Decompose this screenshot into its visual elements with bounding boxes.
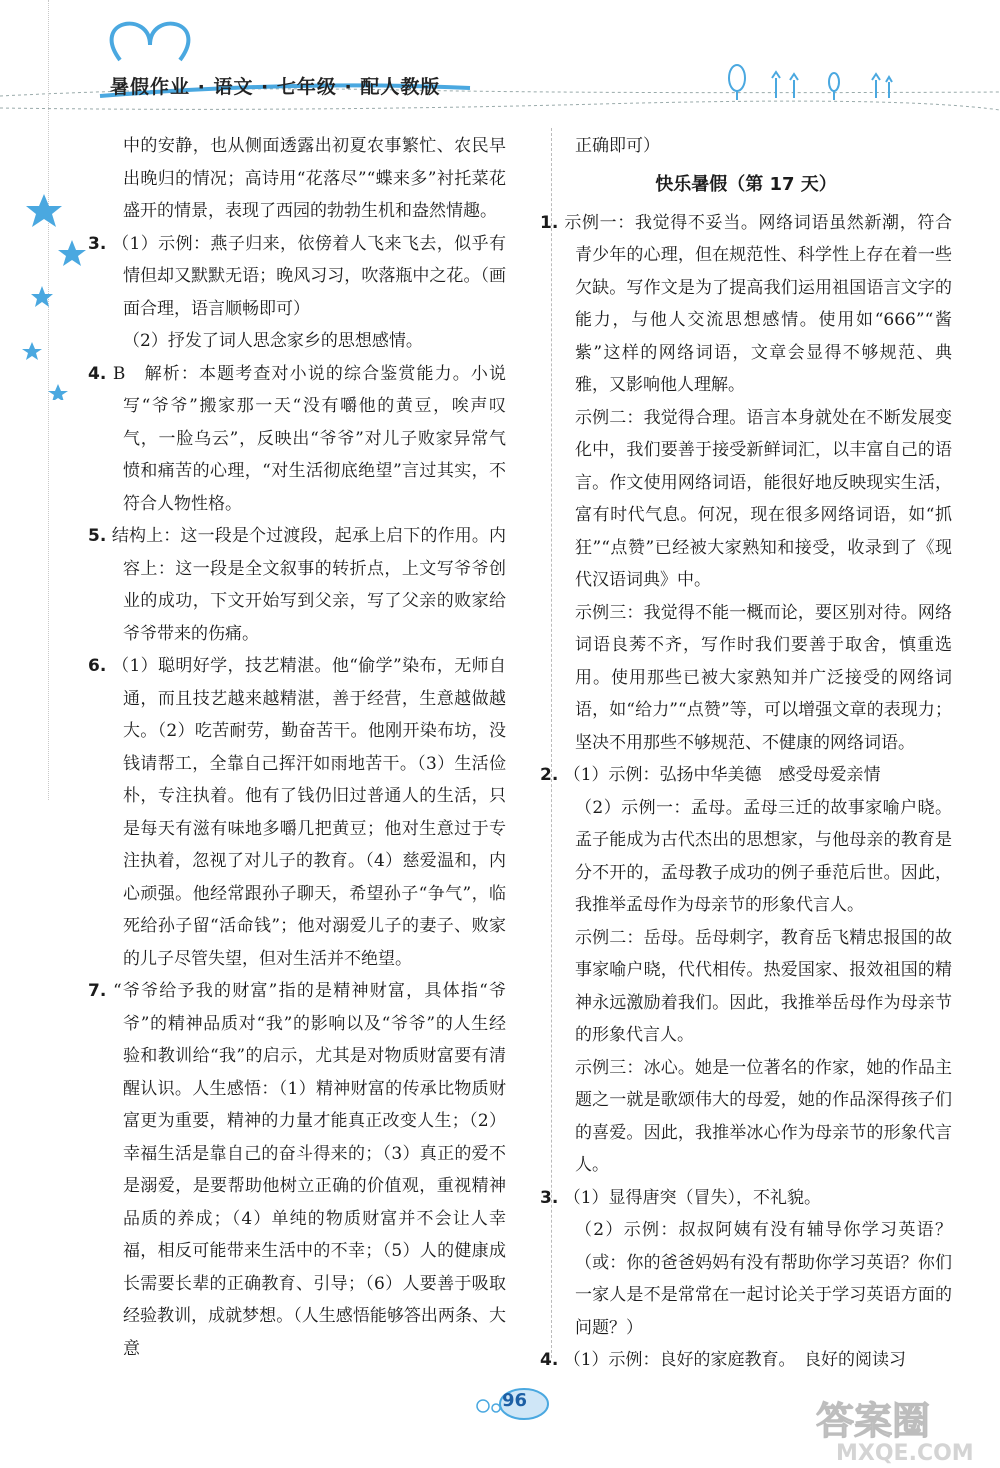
page-number-text: 96 xyxy=(502,1390,528,1411)
item-number: 1. xyxy=(540,212,559,233)
item-number: 2. xyxy=(540,765,559,785)
item-text: 示例三：冰心。她是一位著名的作家，她的作品主题之一就是歌颂伟大的母爱，她的作品深得孩子们的喜爱。因此，我推举冰心作为母亲节的形象代言人。 xyxy=(575,1057,952,1175)
star-decoration xyxy=(14,170,94,400)
page-number xyxy=(474,1386,552,1420)
item-text: B 解析：本题考查对小说的综合鉴赏能力。小说写“爷爷”搬家那一天“没有嚼他的黄豆，唉声叹气，一脸乌云”，反映出“爷爷”对儿子败家异常气愤和痛苦的心理，“对生活彻底绝望”言过其实，不符合人物性格。 xyxy=(112,363,506,514)
section-title: 快乐暑假（第 17 天） xyxy=(655,173,837,195)
item-text: （2）抒发了词人思念家乡的思想感情。 xyxy=(123,331,423,351)
answer-item xyxy=(540,597,952,760)
watermark-logo xyxy=(810,1392,986,1464)
item-text: “爷爷给予我的财富”指的是精神财富，具体指“爷爷”的精神品质对“我”的影响以及“爷爷”的人生经验和教训给“我”的启示，尤其是对物质财富要有清醒认识。人生感悟：（1）精神财富的传承比物质财富更为重要，精神的力量才能真正改变人生；（2）幸福生活是靠自己的奋斗得来的；（3）真正的爱不是溺爱，是要帮助他树立正确的价值观，重视精神品质的养成；（4）单纯的物质财富并不会让人幸福，相反可能带来生活中的不幸；（5）人的健康成长需要长辈的正确教育、引导；（6）人要善于吸取经验教训，成就梦想。（人生感悟能够答出两条、大意 xyxy=(112,981,507,1359)
item-text: 示例二：我觉得合理。语言本身就处在不断发展变化中，我们要善于接受新鲜词汇，以丰富自己的语言。作文使用网络词语，能很好地反映现实生活，富有时代气息。何况，现在很多网络词语，如“抓狂”“点赞”已经被大家熟知和接受，收录到了《现代汉语词典》中。 xyxy=(575,407,952,590)
answer-item xyxy=(540,1344,952,1377)
continuation-text: 正确即可） xyxy=(575,136,660,156)
page-header xyxy=(0,0,1000,130)
answer-item xyxy=(88,130,506,228)
header-title: 暑假作业 · 语文 · 七年级 · 配人教版 xyxy=(110,76,441,98)
svg-text:答案圈: 答案圈 xyxy=(816,1399,931,1443)
item-number: 6. xyxy=(88,656,107,676)
answer-item xyxy=(88,358,506,521)
item-number: 7. xyxy=(88,981,107,1001)
item-text: （2）示例一：孟母。孟母三迁的故事家喻户晓。孟子能成为古代杰出的思想家，与他母亲的教育是分不开的，孟母教子成功的例子垂范后世。因此，我推举孟母作为母亲节的形象代言人。 xyxy=(575,797,952,915)
item-text: （1）示例：良好的家庭教育。 良好的阅读习 xyxy=(563,1350,907,1370)
item-number: 4. xyxy=(88,363,107,384)
heart-icon xyxy=(112,24,189,60)
answer-item xyxy=(540,1182,952,1215)
answer-item xyxy=(540,792,952,922)
item-number: 5. xyxy=(88,526,107,546)
answer-item xyxy=(540,922,952,1052)
item-number: 4. xyxy=(540,1350,559,1370)
margin-guide-line xyxy=(48,0,49,800)
answer-item xyxy=(88,975,506,1365)
right-column xyxy=(540,130,952,1377)
answer-item xyxy=(540,402,952,597)
answer-item xyxy=(88,650,506,975)
item-text: 结构上：这一段是个过渡段，起承上启下的作用。内容上：这一段是全文叙事的转折点，上文写爷爷创业的成功，下文开始写到父亲，写了父亲的败家给爷爷带来的伤痛。 xyxy=(111,526,507,644)
item-text: （1）示例：弘扬中华美德 感受母爱亲情 xyxy=(563,765,881,785)
item-number: 3. xyxy=(88,233,107,254)
answer-item xyxy=(540,759,952,792)
item-text: 中的安静，也从侧面透露出初夏农事繁忙、农民早出晚归的情况；高诗用“花落尽”“蝶来多”衬托菜花盛开的情景，表现了西园的勃勃生机和盎然情趣。 xyxy=(123,136,506,221)
item-text: 示例二：岳母。岳母刺字，教育岳飞精忠报国的故事家喻户晓，代代相传。热爱国家、报效祖国的精神永远激励着我们。因此，我推举岳母作为母亲节的形象代言人。 xyxy=(575,927,952,1045)
left-column xyxy=(88,130,506,1365)
item-text: （2）示例：叔叔阿姨有没有辅导你学习英语？（或：你的爸爸妈妈有没有帮助你学习英语？你们一家人是不是常常在一起讨论关于学习英语方面的问题？） xyxy=(575,1220,952,1338)
item-text: （1）聪明好学，技艺精湛。他“偷学”染布，无师自通，而且技艺越来越精湛，善于经营，生意越做越大。（2）吃苦耐劳，勤奋苦干。他刚开染布坊，没钱请帮工，全靠自己挥汗如雨地苦干。（3）生活俭朴，专注执着。他有了钱仍旧过普通人的生活，只是每天有滋有味地多嚼几把黄豆；他对生意过于专注执着，忽视了对儿子的教育。（4）慈爱温和，内心顽强。他经常跟孙子聊天，希望孙子“争气”，临死给孙子留“活命钱”；他对溺爱儿子的妻子、败家的儿子尽管失望，但对生活并不绝望。 xyxy=(112,656,507,969)
watermark-icon xyxy=(810,1392,986,1464)
svg-text:MXQE.COM: MXQE.COM xyxy=(836,1441,974,1464)
item-number: 3. xyxy=(540,1187,559,1208)
star-icon xyxy=(22,194,86,400)
header-decoration xyxy=(0,0,1000,130)
answer-item xyxy=(88,520,506,650)
item-text: （1）示例：燕子归来，依傍着人飞来飞去，似乎有情但却又默默无语；晚风习习，吹落瓶中之花。（画面合理，语言顺畅即可） xyxy=(112,233,506,319)
answer-item xyxy=(88,325,506,358)
item-text: （1）显得唐突（冒失），不礼貌。 xyxy=(563,1187,822,1208)
answer-item xyxy=(540,1052,952,1182)
right-items xyxy=(540,207,952,1377)
answer-item xyxy=(540,207,952,402)
answer-item xyxy=(540,1214,952,1344)
flower-decoration-icon xyxy=(729,65,892,100)
answer-item xyxy=(88,228,506,326)
item-text: 示例一：我觉得不妥当。网络词语虽然新潮，符合青少年的心理，但在规范性、科学性上存在着一些欠缺。写作文是为了提高我们运用祖国语言文字的能力，与他人交流思想感情。使用如“666”“酱紫”这样的网络词语，文章会显得不够规范、典雅，又影响他人理解。 xyxy=(564,212,953,395)
item-text: 示例三：我觉得不能一概而论，要区别对待。网络词语良莠不齐，写作时我们要善于取舍，慎重选用。使用那些已被大家熟知并广泛接受的网络词语，如“给力”“点赞”等，可以增强文章的表现力；坚决不用那些不够规范、不健康的网络词语。 xyxy=(575,602,952,753)
